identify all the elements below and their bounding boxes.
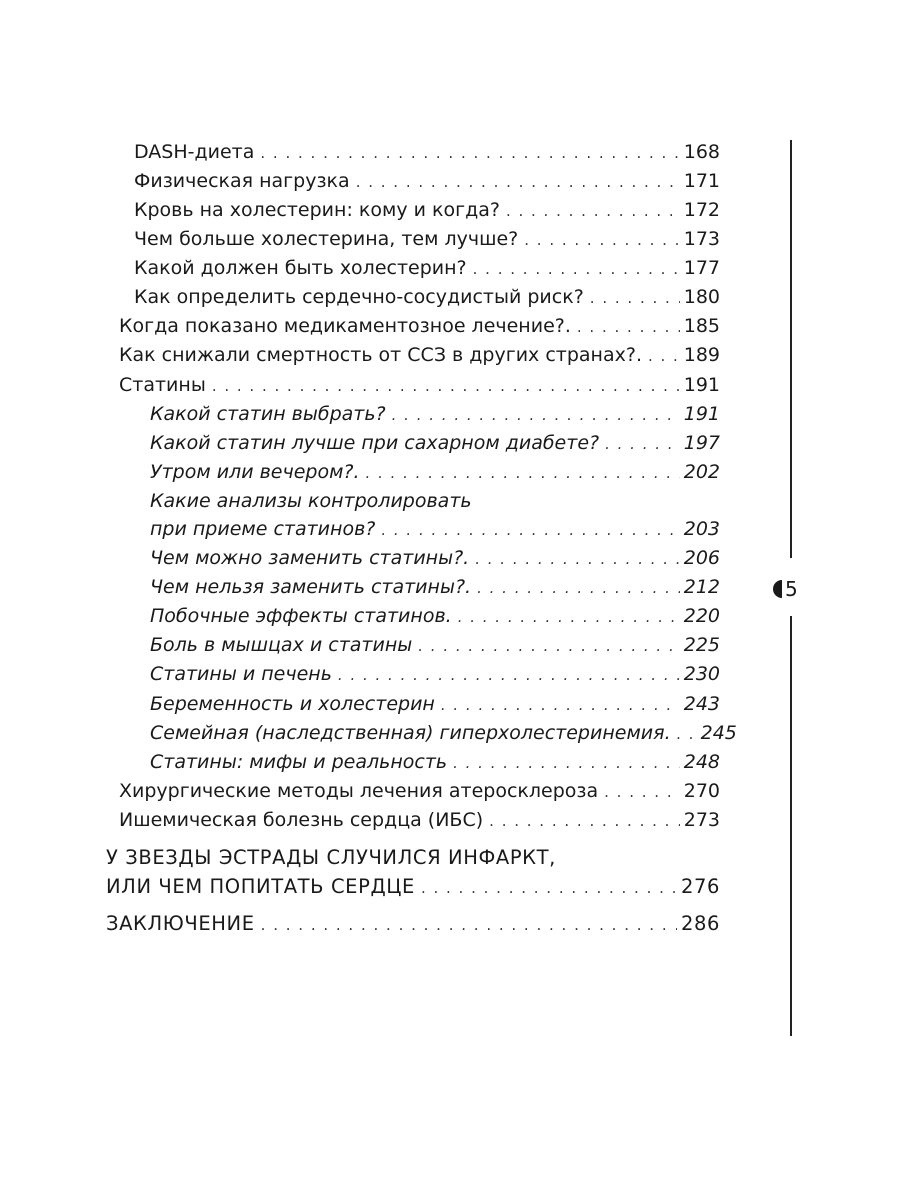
page-number: 5: [785, 577, 798, 601]
toc-entry-title: Беременность и холестерин: [150, 693, 435, 715]
toc-entry-title: ИЛИ ЧЕМ ПОПИТАТЬ СЕРДЦЕ: [106, 875, 415, 898]
toc-entry: [150, 748, 720, 777]
toc-entry: [119, 371, 720, 400]
toc-entry-title: Как снижали смертность от ССЗ в других странах?.: [119, 344, 642, 366]
dot-leader: [392, 401, 680, 430]
toc-entry: [150, 660, 720, 689]
toc-entry-title: Статины: мифы и реальность: [150, 751, 448, 773]
dot-leader: [356, 168, 680, 197]
toc-entry-title: Статины и печень: [150, 663, 332, 685]
toc-entry-title-first-line: Какие анализы контролировать: [150, 490, 472, 512]
dot-leader: [524, 226, 679, 255]
toc-entry-page: 270: [683, 780, 720, 802]
toc-entry-page: 230: [683, 663, 720, 685]
toc-entry-page: 245: [700, 722, 737, 744]
toc-entry: [134, 167, 720, 196]
dot-leader: [604, 778, 680, 807]
toc-entry-page: 191: [683, 374, 720, 396]
half-circle-icon: [773, 580, 782, 598]
toc-entry-title: Физическая нагрузка: [134, 170, 350, 192]
toc-entry-page: 168: [683, 141, 720, 163]
dot-leader: [473, 255, 680, 284]
toc-entry-page: 243: [683, 693, 720, 715]
toc-entry-page: 197: [683, 432, 720, 454]
toc-entry-title: Когда показано медикаментозное лечение?.: [119, 315, 571, 337]
toc-entry-page: 276: [680, 875, 720, 898]
chapter-title-first-line: У ЗВЕЗДЫ ЭСТРАДЫ СЛУЧИЛСЯ ИНФАРКТ,: [106, 846, 556, 869]
dot-leader: [366, 459, 680, 488]
dot-leader: [677, 720, 697, 749]
dot-leader: [648, 342, 680, 371]
toc-entry-title: Побочные эффекты статинов.: [150, 605, 452, 627]
toc-entry-title: Чем нельзя заменить статины?.: [150, 576, 472, 598]
toc-entry: [150, 400, 720, 429]
toc-entry: [150, 631, 720, 660]
toc-entry-page: 177: [683, 257, 720, 279]
toc-entry-page: 225: [683, 634, 720, 656]
toc-entry: [119, 806, 720, 835]
toc-entry-title: Статины: [119, 374, 206, 396]
toc-entry-title: Как определить сердечно-сосудистый риск?: [134, 286, 584, 308]
toc-entry-title: DASH-диета: [134, 141, 255, 163]
toc-entry-page: 173: [683, 228, 720, 250]
toc-entry-page: 191: [683, 403, 720, 425]
dot-leader: [261, 911, 677, 940]
dot-leader: [441, 691, 680, 720]
page-number-marker: [773, 576, 798, 602]
toc-entry: [119, 312, 720, 341]
toc-entry-page: 172: [683, 199, 720, 221]
toc-entry: [150, 602, 720, 631]
toc-entry-title: Утром или вечером?.: [150, 461, 360, 483]
toc-entry-page: 203: [683, 518, 720, 540]
toc-entry-page: 206: [683, 547, 720, 569]
toc-entry-page: 212: [683, 576, 720, 598]
toc-entry-title: ЗАКЛЮЧЕНИЕ: [106, 912, 255, 935]
toc-entry-title: Хирургические методы лечения атеросклероза: [119, 780, 599, 802]
dot-leader: [475, 545, 680, 574]
toc-entry: [150, 515, 720, 544]
toc-entry: [134, 283, 720, 312]
toc-entry-title: Какой статин лучше при сахарном диабете?: [150, 432, 600, 454]
toc-entry-title: Семейная (наследственная) гиперхолестеринемия.: [150, 722, 671, 744]
toc-entry: [150, 458, 720, 487]
toc-entry: [134, 254, 720, 283]
toc-entry-page: 180: [683, 286, 720, 308]
toc-entry-title: Какой должен быть холестерин?: [134, 257, 467, 279]
toc-entry-page: 202: [683, 461, 720, 483]
toc-entry: [134, 138, 720, 167]
margin-rule-upper: [790, 140, 792, 558]
toc-entry: [150, 573, 720, 602]
toc-entry: [150, 544, 720, 573]
toc-entry-title: Чем больше холестерина, тем лучше?: [134, 228, 519, 250]
dot-leader: [212, 372, 680, 401]
toc-entry-page: 273: [683, 809, 720, 831]
dot-leader: [260, 139, 679, 168]
toc-entry-page: 185: [683, 315, 720, 337]
toc-entry: [119, 777, 720, 806]
toc-chapter-entry: [106, 909, 720, 938]
toc-entry-title: Боль в мышцах и статины: [150, 634, 413, 656]
dot-leader: [577, 313, 680, 342]
toc-entry: [119, 341, 720, 370]
dot-leader: [458, 603, 680, 632]
toc-entry-title: Ишемическая болезнь сердца (ИБС): [119, 809, 484, 831]
toc-entry-page: 220: [683, 605, 720, 627]
toc-entry-page: 286: [680, 912, 720, 935]
toc-entry-page: 171: [683, 170, 720, 192]
dot-leader: [381, 516, 679, 545]
margin-rule-lower: [790, 616, 792, 1036]
dot-leader: [477, 574, 680, 603]
dot-leader: [590, 284, 680, 313]
toc-entry-page: 248: [683, 751, 720, 773]
toc-entry-page: 189: [683, 344, 720, 366]
dot-leader: [421, 874, 677, 903]
dot-leader: [453, 749, 680, 778]
toc-entry-title: Кровь на холестерин: кому и когда?: [134, 199, 500, 221]
toc-entry-title: Чем можно заменить статины?.: [150, 547, 470, 569]
dot-leader: [338, 661, 680, 690]
toc-entry: [150, 429, 720, 458]
toc-entry: [150, 719, 737, 748]
toc-entry: [134, 225, 720, 254]
dot-leader: [605, 430, 680, 459]
toc-entry-title: при приеме статинов?: [150, 518, 376, 540]
toc-chapter-entry: [106, 872, 720, 901]
dot-leader: [506, 197, 680, 226]
toc-entry-title: Какой статин выбрать?: [150, 403, 386, 425]
toc-entry: [150, 690, 720, 719]
dot-leader: [418, 632, 679, 661]
toc-entry: [134, 196, 720, 225]
dot-leader: [489, 807, 680, 836]
